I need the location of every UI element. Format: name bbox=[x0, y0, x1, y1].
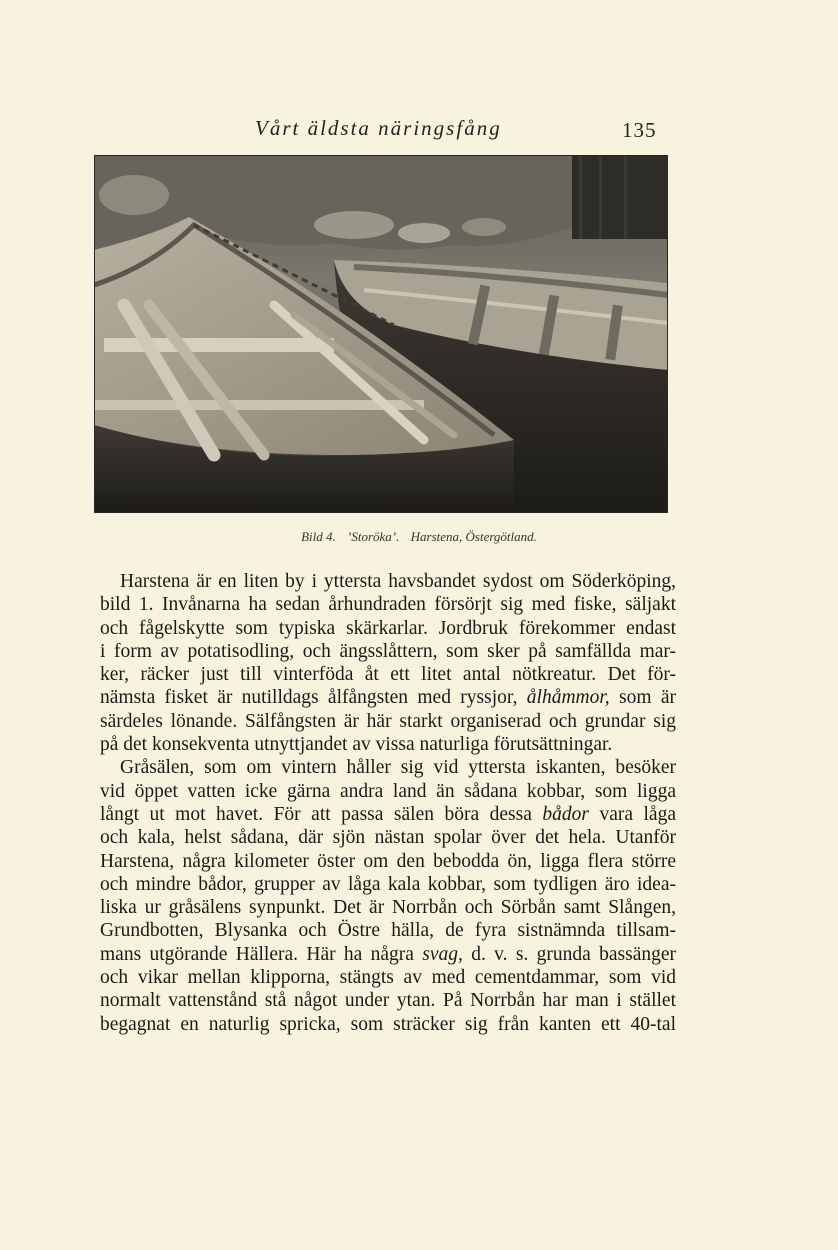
text-line: Harstena, några kilometer öster om den bebodda ön, ligga flera större bbox=[100, 850, 676, 872]
text-line: bild 1. Invånarna ha sedan århundraden försörjt sig med fiske, säljakt bbox=[100, 594, 676, 616]
caption-label: Bild 4. bbox=[301, 529, 336, 544]
caption-place: Harstena, Östergötland. bbox=[410, 529, 537, 544]
text-line: särdeles lönande. Sälfångsten är här starkt organiserad och grundar sig bbox=[100, 710, 676, 732]
text-line: och vikar mellan klipporna, stängts av med cementdammar, som vid bbox=[100, 967, 676, 989]
text-line: nämsta fisket är nutilldags ålfångsten med ryssjor, ålhåmmor, som är bbox=[100, 687, 676, 709]
text-line: Harstena är en liten by i yttersta havsbandet sydost om Söderköping, bbox=[120, 571, 676, 592]
text-line: mans utgörande Hällera. Här ha några svag, d. v. s. grunda bassänger bbox=[100, 943, 677, 965]
boat-photograph bbox=[94, 155, 668, 513]
italic-term: bådor bbox=[542, 803, 589, 825]
text-line: Gråsälen, som om vintern håller sig vid yttersta iskanten, besöker bbox=[120, 757, 676, 779]
text-line: och mindre bådor, grupper av låga kala kobbar, som tydligen äro idea- bbox=[100, 873, 676, 895]
body-text bbox=[100, 570, 676, 1036]
page-number: 135 bbox=[622, 118, 657, 142]
text-line: på det konsekventa utnyttjandet av vissa naturliga förutsättningar. bbox=[100, 734, 613, 756]
text-line: liska ur gråsälens synpunkt. Det är Norrbån och Sörbån samt Slången, bbox=[100, 897, 676, 919]
text-line: långt ut mot havet. För att passa sälen böra dessa bådor vara låga bbox=[100, 803, 676, 825]
text-line: Grundbotten, Blysanka och Östre hälla, de fyra sistnämnda tillsam- bbox=[100, 920, 676, 942]
text-line: i form av potatisodling, och ängsslåttern, som sker på samfällda mar- bbox=[100, 640, 676, 662]
italic-term: svag, bbox=[422, 943, 463, 965]
figure-caption bbox=[0, 529, 838, 545]
caption-title: ’Storöka’. bbox=[347, 529, 400, 544]
text-line: normalt vattenstånd stå något under ytan. På Norrbån har man i stället bbox=[100, 990, 676, 1012]
running-head: Vårt äldsta näringsfång bbox=[255, 116, 502, 140]
text-line: ker, räcker just till vinterföda åt ett litet antal nötkreatur. Det för- bbox=[100, 664, 676, 686]
text-line: och fågelskytte som typiska skärkarlar. Jordbruk förekommer endast bbox=[100, 617, 676, 639]
text-line: begagnat en naturlig spricka, som sträcker sig från kanten ett 40-tal bbox=[100, 1013, 676, 1035]
italic-term: ålhåmmor, bbox=[526, 687, 610, 709]
text-line: och kala, helst sådana, där sjön nästan spolar över det hela. Utanför bbox=[100, 827, 676, 849]
text-line: vid öppet vatten icke gärna andra land än sådana kobbar, som ligga bbox=[100, 780, 676, 802]
